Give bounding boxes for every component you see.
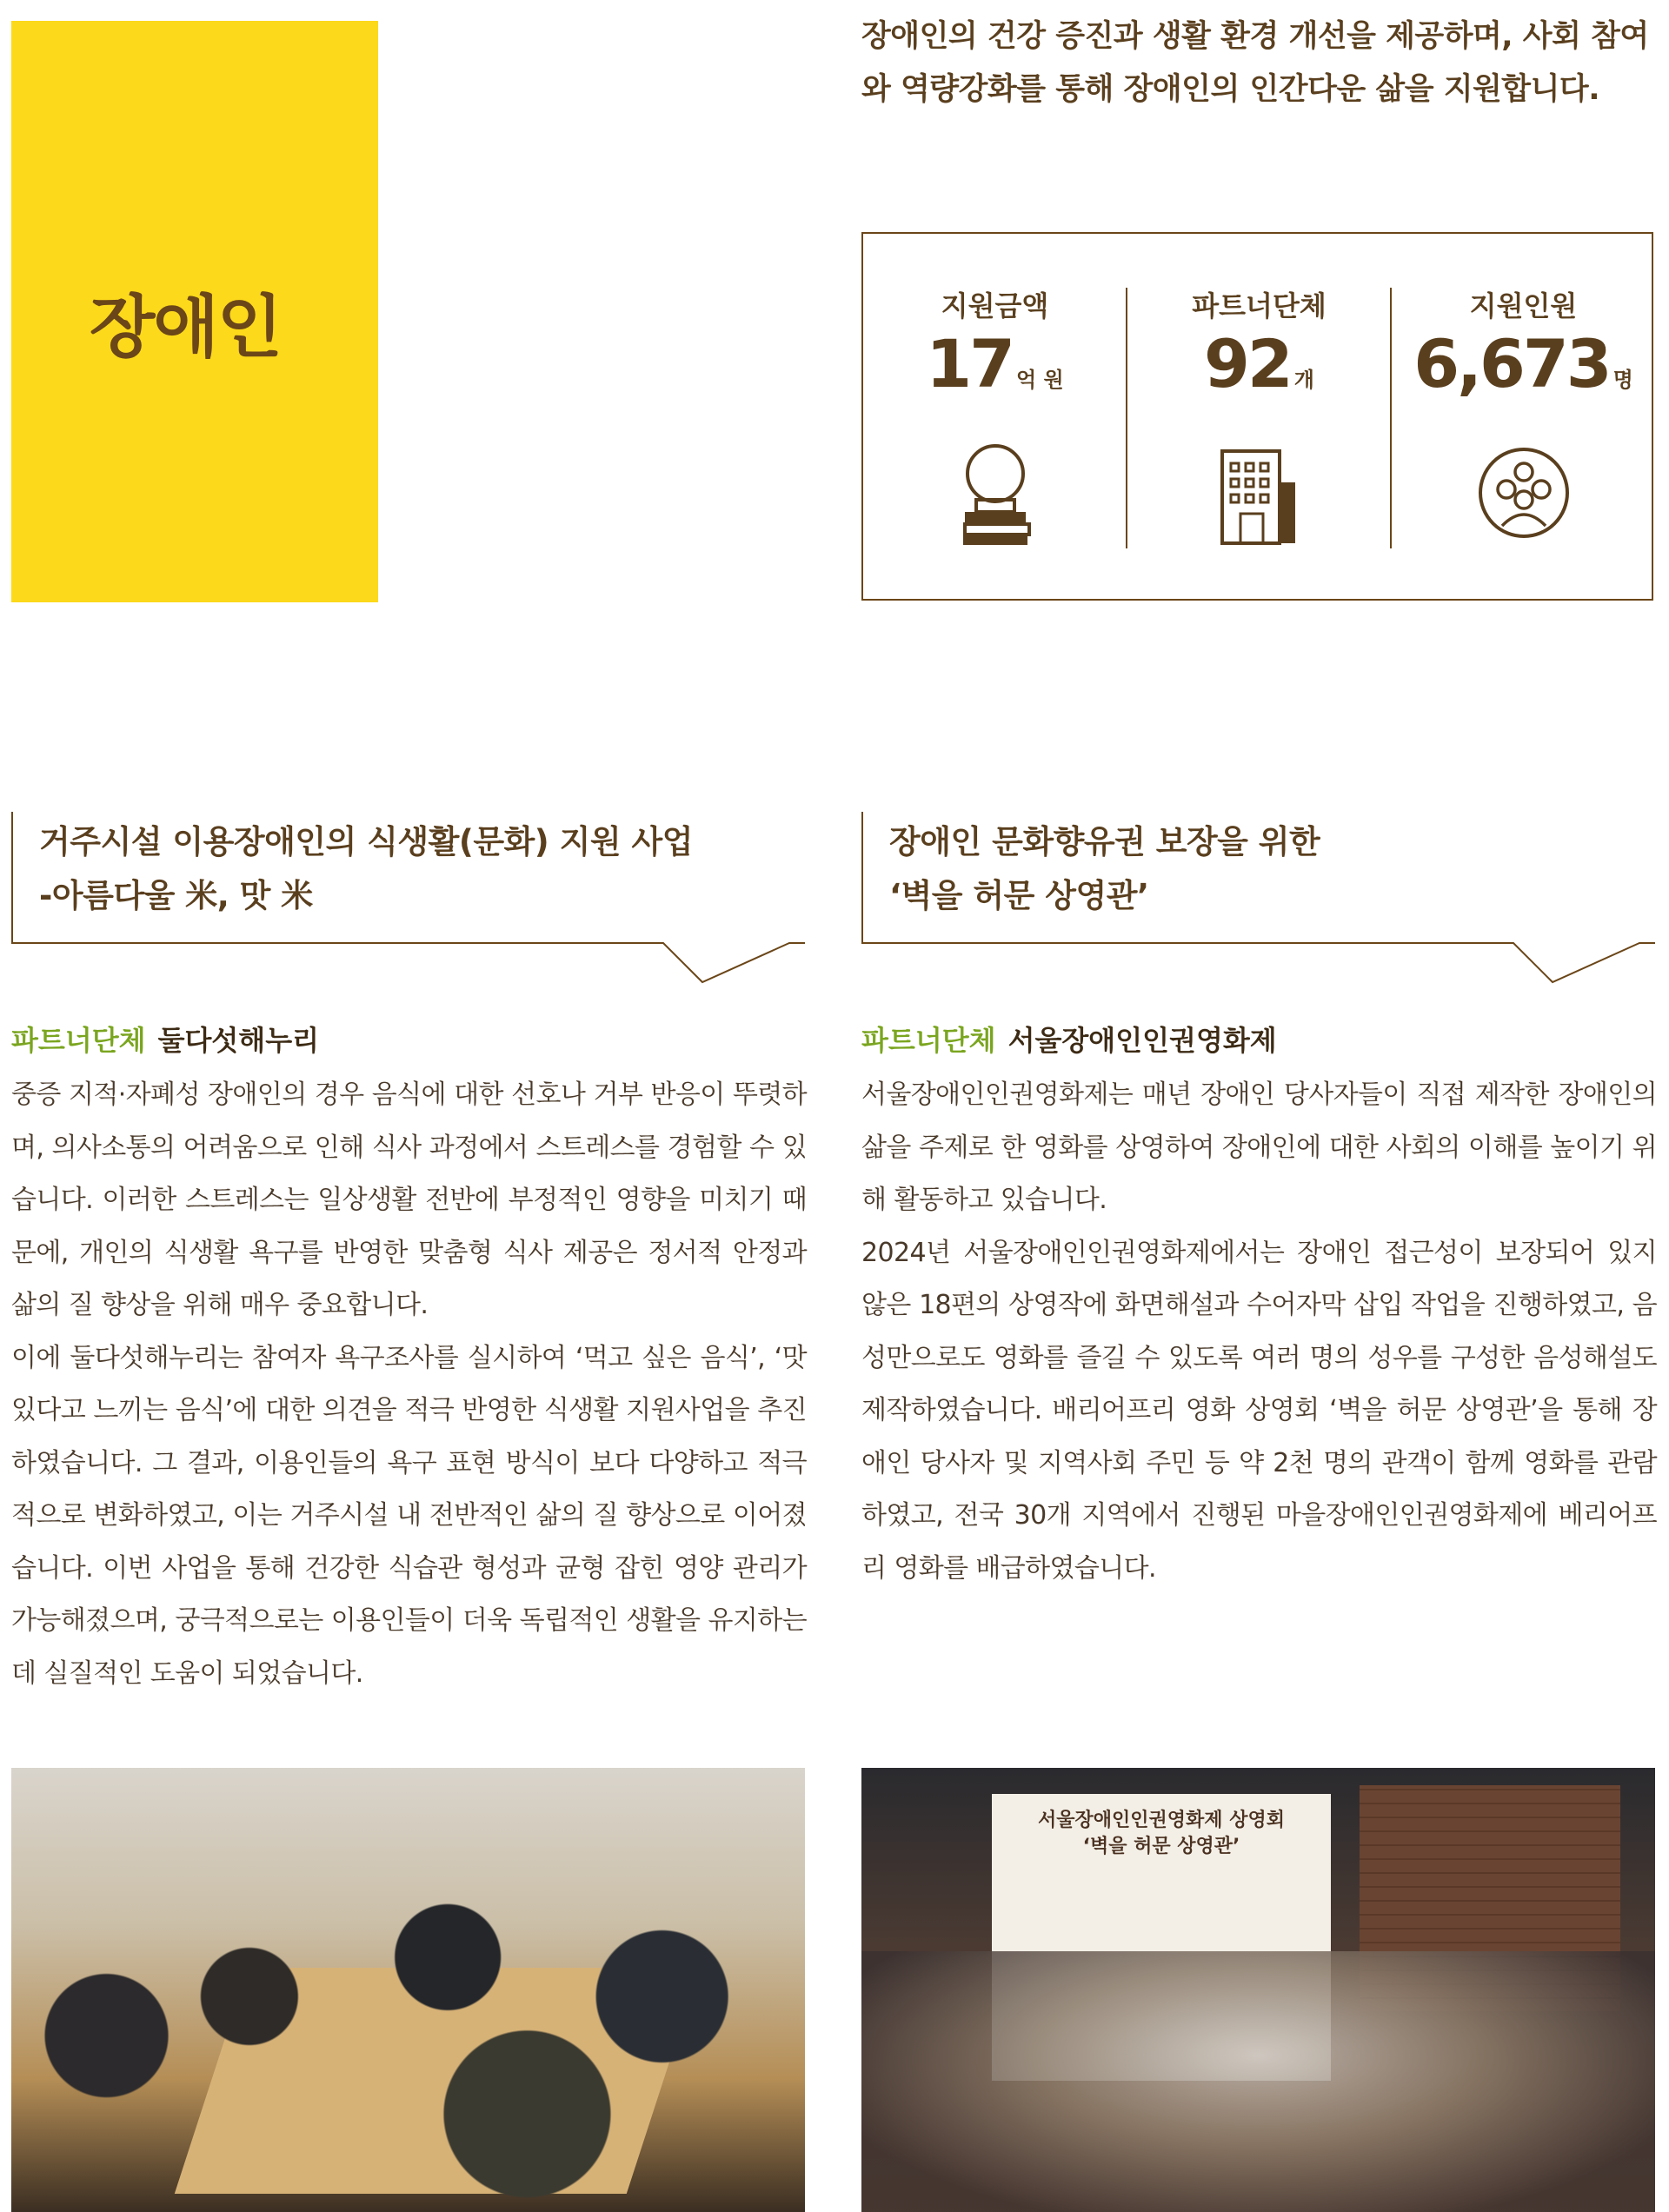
stat-value: 6,673 명: [1413, 325, 1633, 402]
stat-label: 지원금액: [941, 289, 1049, 322]
partner-tag: 파트너단체: [861, 1024, 996, 1057]
project-body: [861, 1069, 1657, 1595]
stat-label: 파트너단체: [1192, 289, 1327, 322]
photo-crowd: [861, 1951, 1655, 2212]
partner-name: 서울장애인인권영화제: [1007, 1024, 1277, 1057]
stat-label: 지원인원: [1469, 289, 1578, 322]
stats-box: [861, 232, 1653, 601]
body-paragraph: 서울장애인인권영화제는 매년 장애인 당사자들이 직접 제작한 장애인의 삶을 주제로 한 영화를 상영하여 장애인에 대한 사회의 이해를 높이기 위해 활동하고 있습니다.: [861, 1079, 1657, 1215]
partner-line: [11, 1019, 319, 1059]
body-paragraph: 2024년 서울장애인인권영화제에서는 장애인 접근성이 보장되어 있지 않은 18편의 상영작에 화면해설과 수어자막 삽입 작업을 진행하였고, 음성만으로도 영화를 즐길 수 있도록 여러 명의 성우를 구성한 음성해설도 제작하였습니다. 배리어프리 영화 상영회 ‘벽을 허문 상영관’을 통해 장애인 당사자 및 지역사회 주민 등 약 2천 명의 관객이 함께 영화를 관람하였고, 전국 30개 지역에서 진행된 마을장애인인권영화제에 베리어프리 영화를 배급하였습니다.: [861, 1237, 1657, 1584]
project-title: 거주시설 이용장애인의 식생활(문화) 지원 사업 -아름다울 米, 맛 米: [39, 823, 693, 914]
stat-people: [1392, 234, 1655, 599]
project-title: 장애인 문화향유권 보장을 위한 ‘벽을 허문 상영관’: [889, 823, 1320, 914]
category-block: [11, 21, 378, 602]
photo-people: [11, 1820, 805, 2212]
body-paragraph: 중증 지적·자폐성 장애인의 경우 음식에 대한 선호나 거부 반응이 뚜렷하며, 의사소통의 어려움으로 인해 식사 과정에서 스트레스를 경험할 수 있습니다. 이러한 스트레스는 일상생활 전반에 부정적인 영향을 미치기 때문에, 개인의 식생활 욕구를 반영한 맞춤형 식사 제공은 정서적 안정과 삶의 질 향상을 위해 매우 중요합니다.: [11, 1079, 807, 1320]
building-icon: [1212, 442, 1307, 547]
stat-funding: [863, 234, 1127, 599]
partner-tag: 파트너단체: [11, 1024, 146, 1057]
category-title: 장애인: [90, 289, 282, 367]
partner-name: 둘다섯해누리: [157, 1024, 320, 1057]
body-paragraph: 이에 둘다섯해누리는 참여자 욕구조사를 실시하여 ‘먹고 싶은 음식’, ‘맛있다고 느끼는 음식’에 대한 의견을 적극 반영한 식생활 지원사업을 추진하였습니다. 그 결과, 이용인들의 욕구 표현 방식이 보다 다양하고 적극적으로 변화하였고, 이는 거주시설 내 전반적인 삶의 질 향상으로 이어졌습니다. 이번 사업을 통해 건강한 식습관 형성과 균형 잡힌 영양 관리가 가능해졌으며, 궁극적으로는 이용인들이 더욱 독립적인 생활을 유지하는 데 실질적인 도움이 되었습니다.: [11, 1342, 807, 1689]
photo-screening-event: [861, 1768, 1655, 2212]
people-group-icon: [1476, 442, 1572, 547]
intro-text: 장애인의 건강 증진과 생활 환경 개선을 제공하며, 사회 참여와 역량강화를 통해 장애인의 인간다운 삶을 지원합니다.: [861, 19, 1649, 107]
money-stack-icon: [948, 442, 1043, 547]
project-body: [11, 1069, 807, 1700]
stat-partners: [1127, 234, 1391, 599]
stat-value: 92 개: [1204, 325, 1314, 402]
project-title-bubble: [11, 800, 805, 1000]
photo-meal-event: [11, 1768, 805, 2212]
screen-banner: 서울장애인인권영화제 상영회 ‘벽을 허문 상영관’: [1038, 1810, 1285, 1857]
stat-value: 17 억 원: [926, 325, 1064, 402]
partner-line: [861, 1019, 1277, 1059]
project-title-bubble: [861, 800, 1655, 1000]
